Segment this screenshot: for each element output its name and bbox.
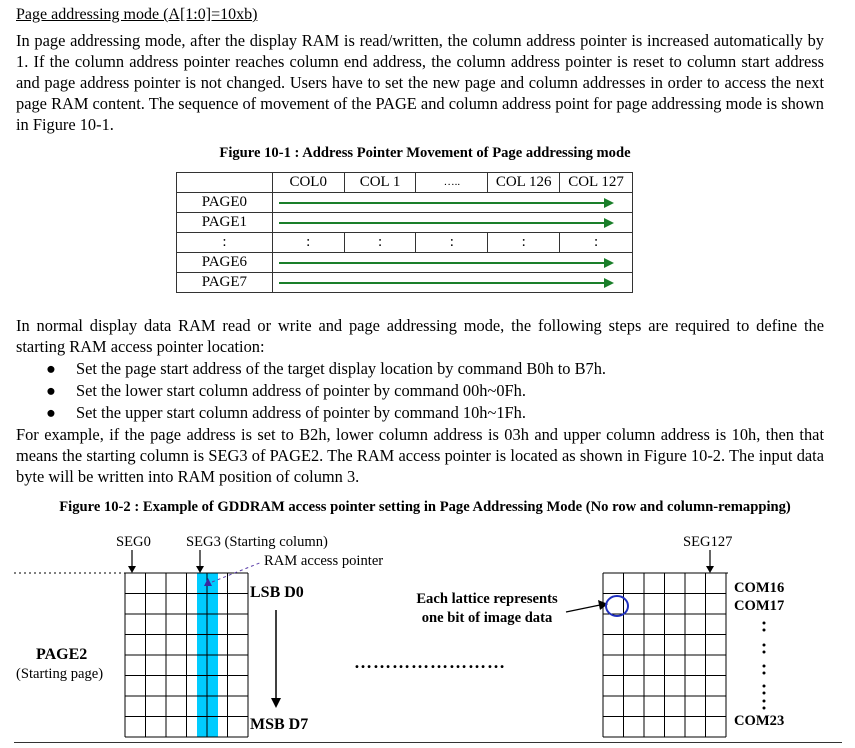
page-label: PAGE7 — [177, 273, 273, 293]
com-ellipsis-icon — [763, 622, 766, 710]
seg127-arrow-icon — [706, 550, 714, 573]
ram-access-pointer-label: RAM access pointer — [264, 553, 384, 569]
list-item: ● Set the upper start column address of pointer by command 10h~1Fh. — [46, 403, 526, 422]
lsb-label: LSB D0 — [250, 584, 304, 601]
bit-order-arrow-icon — [271, 610, 281, 708]
paragraph-steps-intro: In normal display data RAM read or write and page addressing mode, the following steps are required to define the starting RAM access pointer location: — [16, 316, 824, 356]
col-header: ….. — [416, 173, 488, 193]
page-label: PAGE6 — [177, 253, 273, 273]
page2-label: PAGE2 — [36, 646, 88, 663]
paragraph-page-addressing: In page addressing mode, after the display RAM is read/written, the column address pointer is increased automatically by 1. If the column address pointer reaches column end address, the column address pointer is reset to column start address and page address pointer is not changed. Users have to set the new page and column addresses in order to access the next page RAM content. The sequence of movement of the PAGE and column address point for page addressing mode is shown in Figure 10-1. — [16, 31, 824, 134]
seg0-label: SEG0 — [116, 534, 151, 550]
paragraph-example: For example, if the page address is set to B2h, lower column address is 03h and upper column address is 10h, then that means the starting column is SEG3 of PAGE2. The RAM access pointer is located as shown in Figure 10-2. The input data byte will be written into RAM position of column 3. — [16, 425, 824, 486]
section-title: Page addressing mode (A[1:0]=10xb) — [16, 6, 258, 23]
col-header: COL0 — [272, 173, 344, 193]
col-header: COL 1 — [344, 173, 416, 193]
seg3-label: SEG3 (Starting column) — [186, 534, 328, 550]
col-header: COL 126 — [488, 173, 560, 193]
com16-label: COM16 — [734, 580, 785, 596]
ellipsis-cell: : — [344, 233, 416, 253]
ellipsis-cell: : — [416, 233, 488, 253]
bottom-rule — [14, 742, 842, 743]
page-label: PAGE1 — [177, 213, 273, 233]
lattice-note-line1: Each lattice represents — [416, 591, 558, 607]
ellipsis-cell: : — [272, 233, 344, 253]
bullet-icon: ● — [46, 381, 56, 400]
com23-label: COM23 — [734, 713, 785, 729]
ellipsis-cell: : — [488, 233, 560, 253]
figure-10-1-title: Figure 10-1 : Address Pointer Movement of Page addressing mode — [219, 145, 631, 161]
com17-label: COM17 — [734, 598, 785, 614]
page-label: : — [177, 233, 273, 253]
starting-page-label: (Starting page) — [16, 666, 104, 682]
seg3-arrow-icon — [196, 550, 204, 573]
lattice-note-line2: one bit of image data — [421, 610, 553, 626]
ellipsis-cell: : — [560, 233, 633, 253]
lattice-pointer-icon — [566, 596, 628, 616]
col-header: COL 127 — [560, 173, 633, 193]
list-item: ● Set the page start address of the target display location by command B0h to B7h. — [46, 359, 607, 378]
left-grid — [125, 573, 248, 737]
figure-10-2-title: Figure 10-2 : Example of GDDRAM access pointer setting in Page Addressing Mode (No row and column-remapping) — [59, 499, 791, 515]
lattice-ellipsis: …………………… — [354, 652, 506, 672]
list-item: ● Set the lower start column address of pointer by command 00h~0Fh. — [46, 381, 526, 400]
ram-pointer-leader — [212, 562, 262, 582]
msb-label: MSB D7 — [250, 716, 309, 733]
seg0-arrow-icon — [128, 550, 136, 573]
page-label: PAGE0 — [177, 193, 273, 213]
bullet-icon: ● — [46, 359, 56, 378]
bullet-icon: ● — [46, 403, 56, 422]
seg127-label: SEG127 — [683, 534, 733, 550]
